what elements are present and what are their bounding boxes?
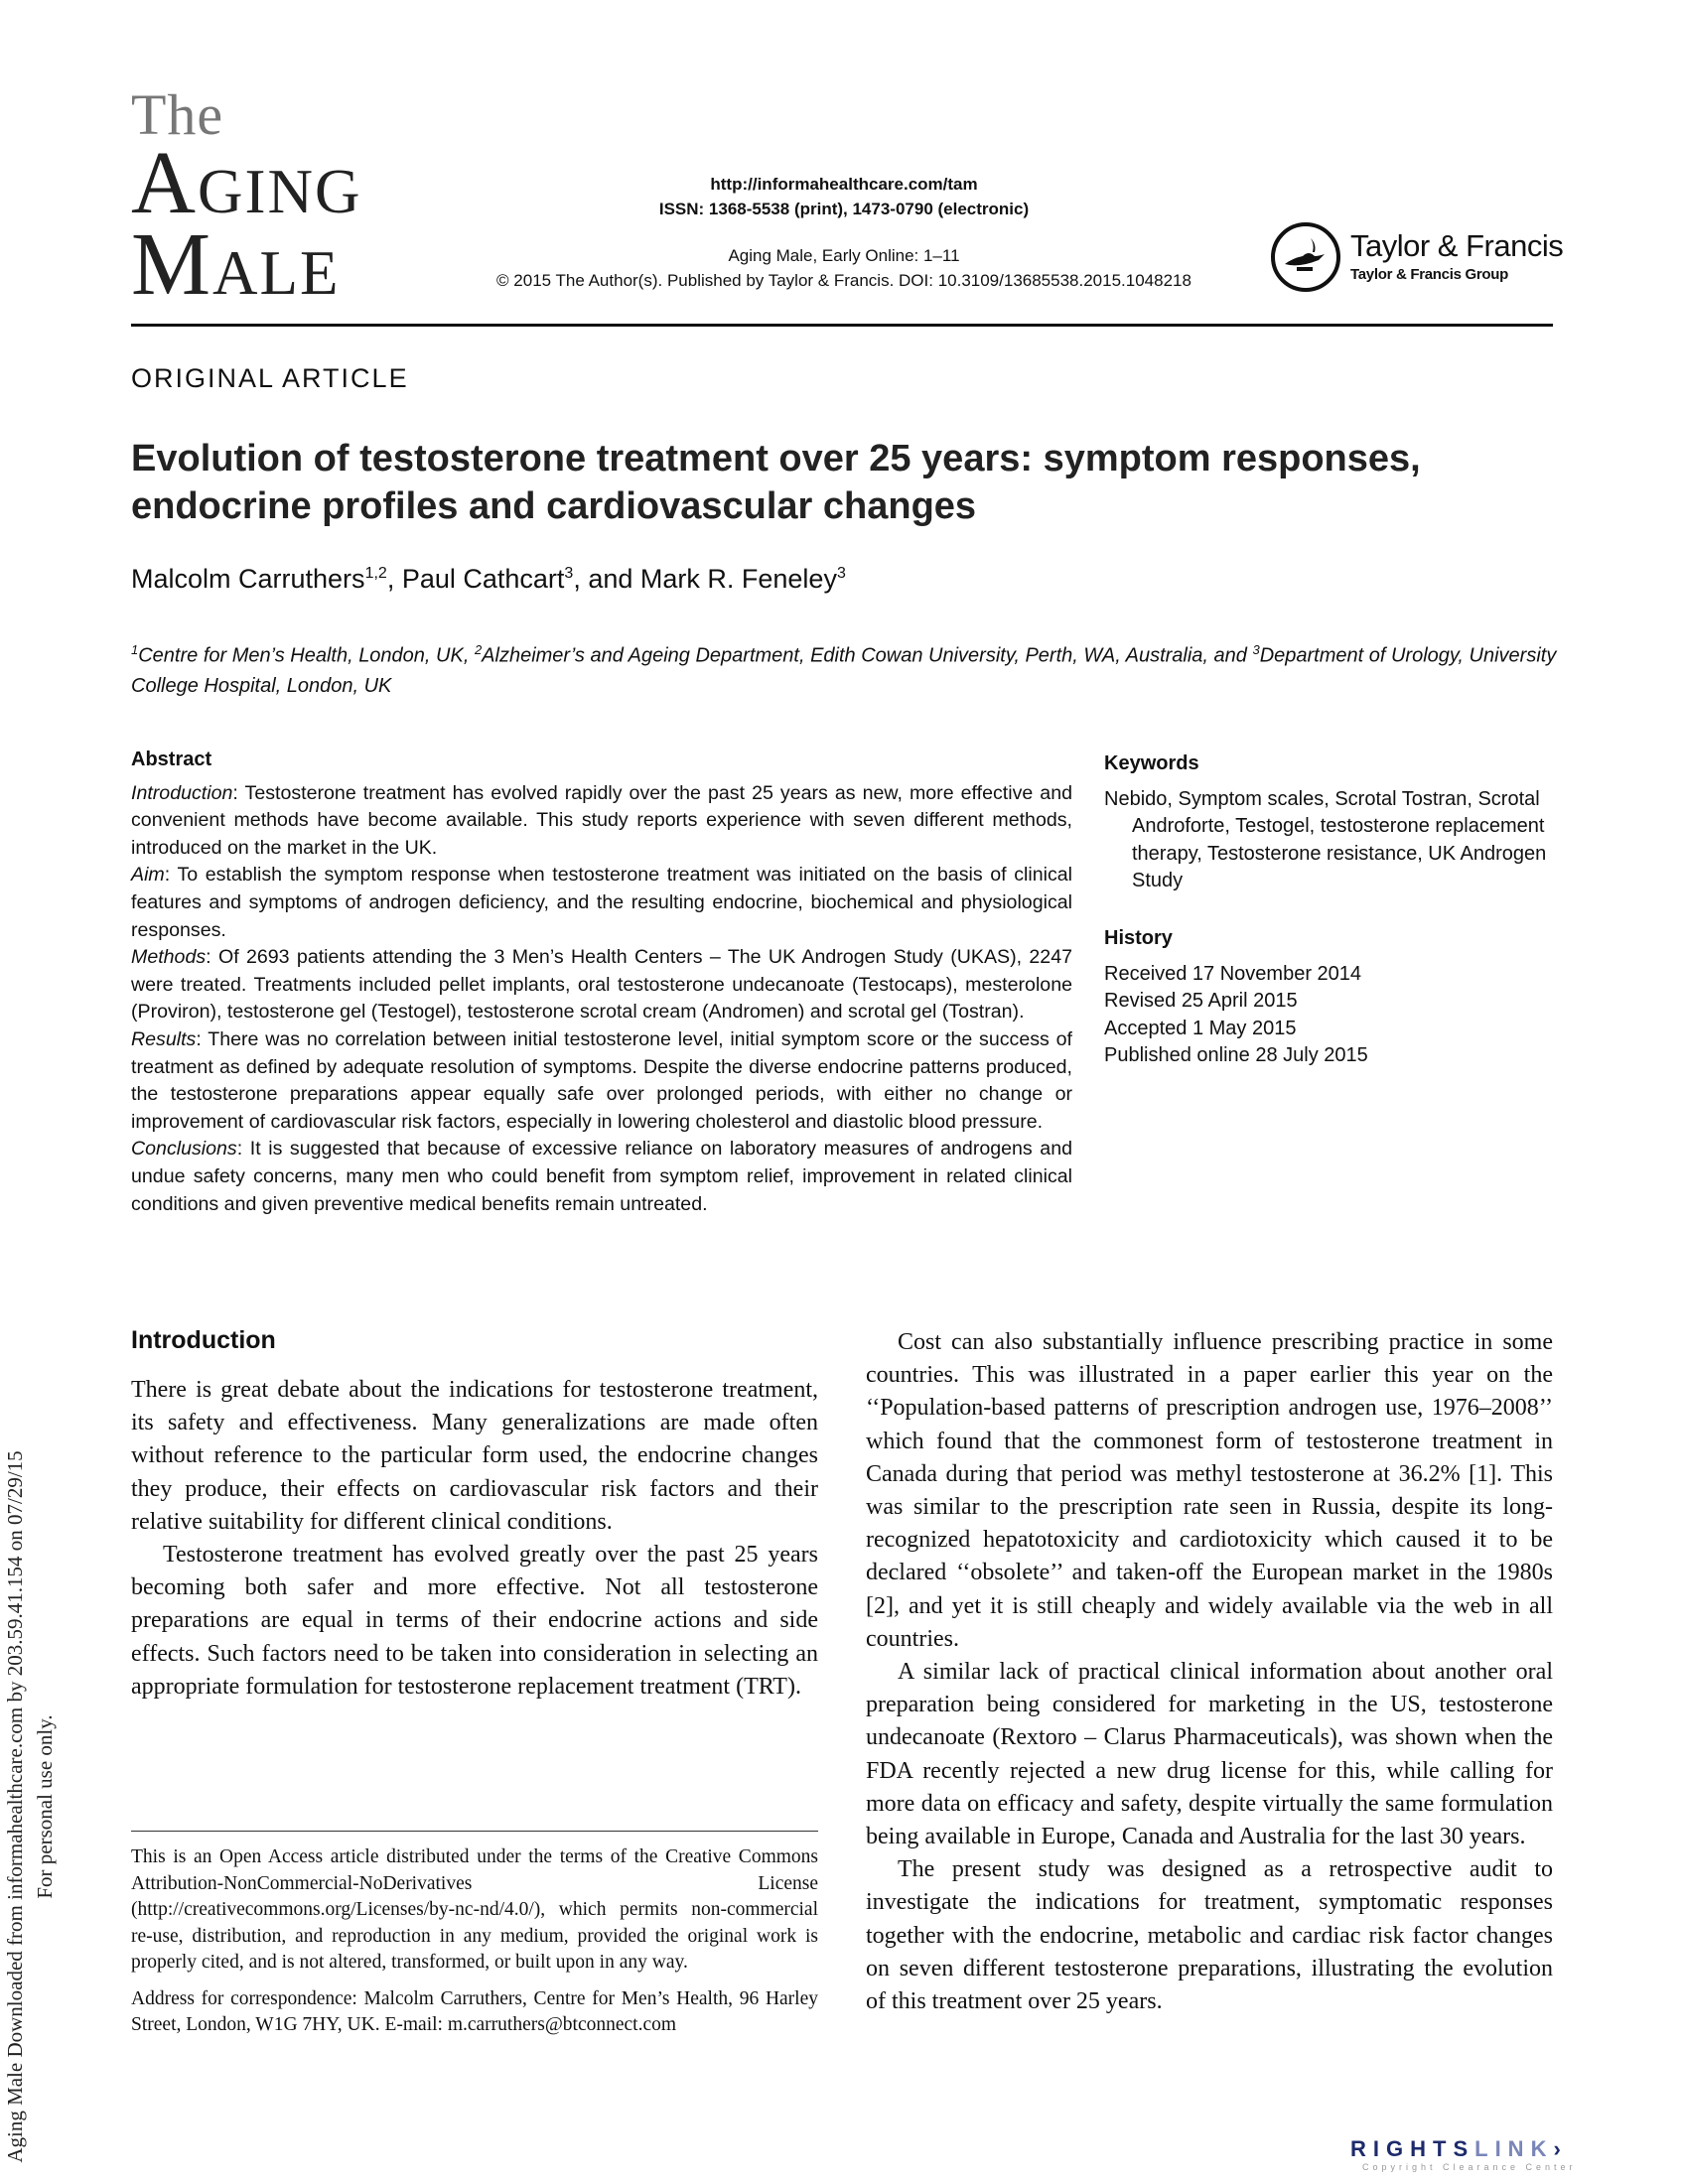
abstract-conclusions-label: Conclusions bbox=[131, 1138, 237, 1160]
article-type: ORIGINAL ARTICLE bbox=[131, 363, 409, 393]
abstract-methods-text: : Of 2693 patients attending the 3 Men’s Health Centers – The UK Androgen Study (UKAS), 2247 were treated. Treatments included pellet implants, oral testosterone undecanoate (Testocaps), mesterolone (Proviron), testosterone gel (Testogel), testosterone scrotal cream (Andromen) and scrotal gel (Tostran). bbox=[131, 946, 1072, 1024]
abstract-results-label: Results bbox=[131, 1027, 197, 1050]
introduction-heading: Introduction bbox=[131, 1326, 276, 1354]
abstract-aim-text: : To establish the symptom response when testosterone treatment was initiated on the basis of clinical features and symptoms of androgen deficiency, and the resulting endocrine, biochemical and physiological responses. bbox=[131, 864, 1072, 941]
watermark-line2: For personal use only. bbox=[33, 1714, 57, 1899]
abstract-aim-label: Aim bbox=[131, 864, 165, 887]
author-3-affil: 3 bbox=[836, 565, 846, 582]
affil-3: Department of Urology, University College Hospital, London, UK bbox=[131, 644, 1557, 697]
intro-paragraph-4: A similar lack of practical clinical information about another oral preparation being considered for marketing in the US, testosterone undecanoate (Rextoro – Clarus Pharmaceuticals), was shown when the FDA recently rejected a new drug license for this, while calling for more data on efficacy and safety, despite virtually the same formulation being available in Europe, Canada and Australia for the last 30 years. bbox=[866, 1659, 1553, 1850]
chevron-right-icon: › bbox=[1553, 2136, 1568, 2161]
abstract-aim bbox=[131, 862, 1072, 944]
history-received: Received 17 November 2014 bbox=[1104, 962, 1362, 985]
rightslink-subtitle: Copyright Clearance Center bbox=[1362, 2162, 1577, 2172]
header-divider bbox=[131, 324, 1553, 327]
copyright-doi: © 2015 The Author(s). Published by Taylor & Francis. DOI: 10.3109/13685538.2015.1048218 bbox=[496, 271, 1191, 290]
affiliations bbox=[131, 635, 1561, 701]
footnote bbox=[131, 1844, 818, 2049]
intro-paragraph-1: There is great debate about the indications for testosterone treatment, its safety and effectiveness. Many generalizations are made often without reference to the particular form used, the endocrine changes they produce, their effects on cardiovascular risk factors and their relative suitability for different clinical conditions. bbox=[131, 1377, 818, 1535]
affil-2-mark: 2 bbox=[474, 642, 483, 657]
logo-male: Male bbox=[131, 215, 341, 314]
journal-logo bbox=[131, 82, 362, 314]
author-3: and Mark R. Feneley bbox=[588, 564, 837, 594]
abstract-results-text: : There was no correlation between initial testosterone level, initial symptom score or the success of treatment as defined by adequate resolution of symptoms. Despite the diverse endocrine patterns produced, the testosterone preparations appear equally safe over prolonged periods, with either no change or improvement of cardiovascular risk factors, especially in lowering cholesterol and diastolic blood pressure. bbox=[131, 1027, 1072, 1133]
history-published: Published online 28 July 2015 bbox=[1104, 1044, 1368, 1067]
correspondence-note: Address for correspondence: Malcolm Carruthers, Centre for Men’s Health, 96 Harley Street, London, W1G 7HY, UK. E-mail: m.carruthers@btconnect.com bbox=[131, 1987, 818, 2035]
journal-issn: ISSN: 1368-5538 (print), 1473-0790 (electronic) bbox=[658, 200, 1030, 218]
abstract-introduction bbox=[131, 780, 1072, 863]
author-1-affil: 1,2 bbox=[364, 565, 387, 582]
lamp-icon bbox=[1269, 220, 1342, 294]
body-column-left bbox=[131, 1374, 818, 1704]
history-heading: History bbox=[1104, 926, 1173, 949]
download-watermark bbox=[0, 1430, 70, 2184]
rightslink-logo[interactable] bbox=[1350, 2136, 1568, 2162]
affil-3-mark: 3 bbox=[1252, 642, 1260, 657]
footnote-divider bbox=[131, 1831, 818, 1832]
history-revised: Revised 25 April 2015 bbox=[1104, 990, 1298, 1013]
keywords-list: Nebido, Symptom scales, Scrotal Tostran, Scrotal Androforte, Testogel, testosterone replacement therapy, Testosterone resistance, UK Androgen Study bbox=[1104, 787, 1547, 892]
publisher-name: Taylor & Francis bbox=[1350, 228, 1564, 263]
publisher-group: Taylor & Francis Group bbox=[1350, 266, 1508, 283]
watermark-line1: Aging Male Downloaded from informahealthcare.com by 203.59.41.154 on 07/29/15 bbox=[3, 1450, 27, 2163]
abstract-heading: Abstract bbox=[131, 749, 212, 770]
affil-2: Alzheimer’s and Ageing Department, Edith Cowan University, Perth, WA, Australia, and bbox=[482, 644, 1253, 667]
affil-1-mark: 1 bbox=[131, 642, 139, 657]
journal-url[interactable]: http://informahealthcare.com/tam bbox=[710, 175, 978, 194]
rightslink-rights: RIGHTS bbox=[1350, 2136, 1475, 2161]
intro-paragraph-5: The present study was designed as a retrospective audit to investigate the indications for treatment, symptomatic responses together with the endocrine, metabolic and cardiac risk factor changes on seven different testosterone preparations, illustrating the evolution of this treatment over 25 years. bbox=[866, 1856, 1553, 2015]
abstract-results bbox=[131, 1026, 1072, 1136]
abstract-methods-label: Methods bbox=[131, 946, 207, 969]
keywords-heading: Keywords bbox=[1104, 752, 1199, 774]
body-column-right bbox=[866, 1326, 1553, 2018]
affil-1: Centre for Men’s Health, London, UK, bbox=[138, 644, 475, 667]
abstract-conclusions-text: : It is suggested that because of excessive reliance on laboratory measures of androgens and undue safety concerns, many men who could benefit from symptom relief, improvement in related clinical conditions and given preventive medical benefits remain untreated. bbox=[131, 1138, 1072, 1215]
author-list: Malcolm Carruthers$^{1,2}$, Paul Cathcart$^3$, and Mark R. Feneley$^3$ bbox=[131, 564, 846, 594]
history-accepted: Accepted 1 May 2015 bbox=[1104, 1017, 1297, 1039]
abstract-methods bbox=[131, 944, 1072, 1026]
intro-paragraph-2: Testosterone treatment has evolved greatly over the past 25 years becoming both safer and more effective. Not all testosterone preparations are equal in terms of their endocrine actions and side effects. Such factors need to be taken into consideration in selecting an appropriate formulation for testosterone replacement treatment (TRT). bbox=[131, 1542, 818, 1700]
author-2-affil: 3 bbox=[564, 565, 574, 582]
rightslink-link: LINK bbox=[1474, 2136, 1554, 2161]
article-sidebar bbox=[1104, 751, 1561, 1070]
author-1: Malcolm Carruthers bbox=[131, 564, 365, 594]
logo-the: The bbox=[131, 82, 224, 147]
abstract bbox=[131, 747, 1072, 1218]
abstract-intro-label: Introduction bbox=[131, 781, 233, 804]
logo-aging: Aging bbox=[131, 134, 362, 232]
journal-header-info bbox=[467, 172, 1221, 293]
abstract-conclusions bbox=[131, 1136, 1072, 1218]
author-2: Paul Cathcart bbox=[401, 564, 565, 594]
early-online: Aging Male, Early Online: 1–11 bbox=[728, 246, 960, 265]
license-note: This is an Open Access article distributed under the terms of the Creative Commons Attribution-NonCommercial-NoDerivatives License (http://creativecommons.org/Licenses/by-nc-nd/4.0/), which permits non-commercial re-use, distribution, and reproduction in any medium, provided the original work is properly cited, and is not altered, transformed, or built upon in any way. bbox=[131, 1846, 818, 1973]
publisher-logo bbox=[1269, 220, 1567, 300]
article-title: Evolution of testosterone treatment over 25 years: symptom responses, endocrine profiles and cardiovascular changes bbox=[131, 438, 1421, 527]
abstract-intro-text: : Testosterone treatment has evolved rapidly over the past 25 years as new, more effective and convenient methods have become available. This study reports experience with seven different methods, introduced on the market in the UK. bbox=[131, 781, 1072, 859]
intro-paragraph-3: Cost can also substantially influence prescribing practice in some countries. This was illustrated in a paper earlier this year on the ‘‘Population-based patterns of prescription androgen use, 1976–2008’’ which found that the commonest form of testosterone treatment in Canada during that period was methyl testosterone at 36.2% [1]. This was similar to the prescription rate seen in Russia, despite its long-recognized hepatotoxicity and cardiotoxicity which caused it to be declared ‘‘obsolete’’ and taken-off the European market in the 1980s [2], and yet it is still cheaply and widely available via the web in all countries. bbox=[866, 1329, 1553, 1652]
